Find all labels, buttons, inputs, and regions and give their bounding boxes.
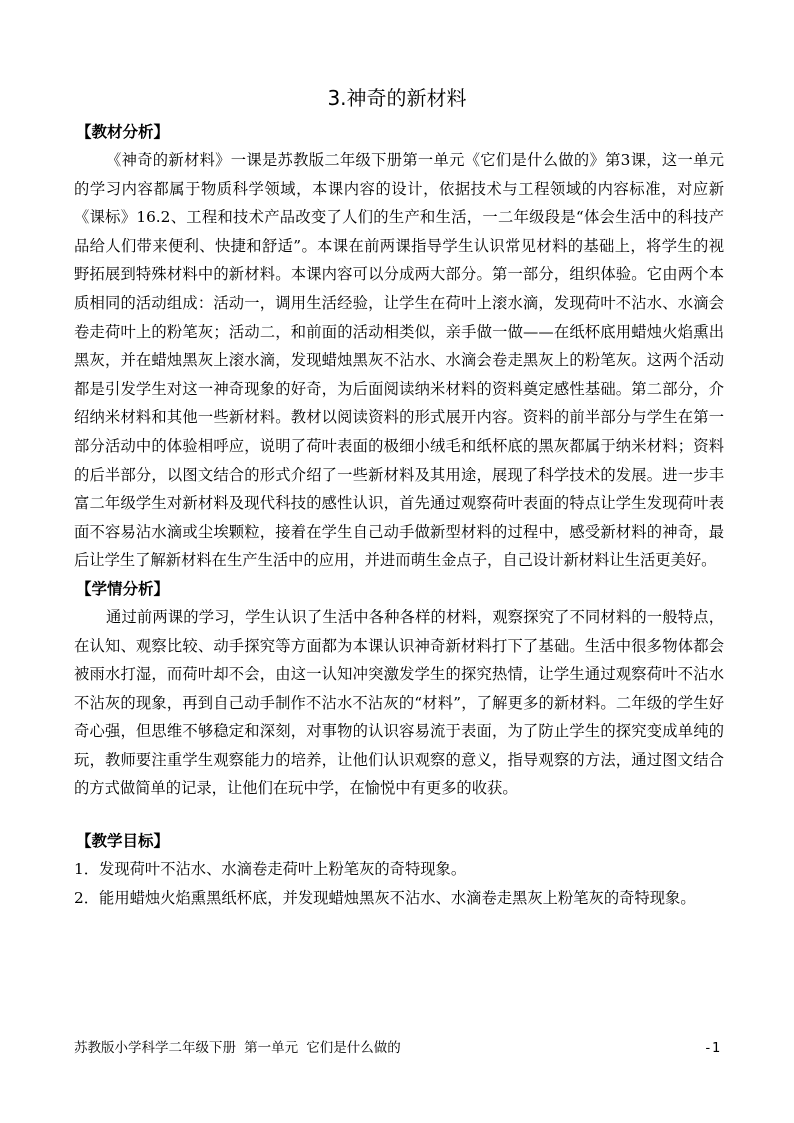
document-title: 3.神奇的新材料 [327,86,467,110]
teaching-goal-item-2: 2．能用蜡烛火焰熏黑纸杯底，并发现蜡烛黑灰不沾水、水滴卷走黑灰上粉笔灰的奇特现象。 [74,888,696,907]
footer-page-number: -1 [703,1040,720,1056]
teaching-goal-item-1: 1．发现荷叶不沾水、水滴卷走荷叶上粉笔灰的奇特现象。 [74,860,467,879]
section-spacer [74,803,724,827]
textbook-analysis-paragraph: 《神奇的新材料》一课是苏教版二年级下册第一单元《它们是什么做的》第3课，这一单元的学习内容都属于物质科学领域，本课内容的设计，依据技术与工程领域的内容标准，对应新《课标》16.2、工程和技术产品改变了人们的生产和生活，一二年级段是“体会生活中的科技产品给人们带来便利、快捷和舒适”。本课在前两课指导学生认识常见材料的基础上，将学生的视野拓展到特殊材料中的新材料。本课内容可以分成两大部分。第一部分，组织体验。它由两个本质相同的活动组成：活动一，调用生活经验，让学生在荷叶上滚水滴，发现荷叶不沾水、水滴会卷走荷叶上的粉笔灰；活动二，和前面的活动相类似，亲手做一做——在纸杯底用蜡烛火焰熏出黑灰，并在蜡烛黑灰上滚水滴，发现蜡烛黑灰不沾水、水滴会卷走黑灰上的粉笔灰。这两个活动都是引发学生对这一神奇现象的好奇，为后面阅读纳米材料的资料奠定感性基础。第二部分，介绍纳米材料和其他一些新材料。教材以阅读资料的形式展开内容。资料的前半部分与学生在第一部分活动中的体验相呼应，说明了荷叶表面的极细小绒毛和纸杯底的黑灰都属于纳米材料；资料的后半部分，以图文结合的形式介绍了一些新材料及其用途，展现了科学技术的发展。进一步丰富二年级学生对新材料及现代科技的感性认识，首先通过观察荷叶表面的特点让学生发现荷叶表面不容易沾水滴或尘埃颗粒，接着在学生自己动手做新型材料的过程中，感受新材料的神奇，最后让学生了解新材料在生产生活中的应用，并进而萌生金点子，自己设计新材料让生活更美好。 [74,151,724,570]
footer-book-info: 苏教版小学科学二年级下册 第一单元 它们是什么做的 [74,1040,401,1056]
section-heading-teaching-goals: 【教学目标】 [76,832,170,851]
section-heading-textbook-analysis: 【教材分析】 [76,123,170,141]
student-analysis-paragraph: 通过前两课的学习，学生认识了生活中各种各样的材料，观察探究了不同材料的一般特点，在认知、观察比较、动手探究等方面都为本课认识神奇新材料打下了基础。生活中很多物体都会被雨水打湿，而荷叶却不会，由这一认知冲突激发学生的探究热情，让学生通过观察荷叶不沾水不沾灰的现象，再到自己动手制作不沾水不沾灰的“材料”，了解更多的新材料。二年级的学生好奇心强，但思维不够稳定和深刻，对事物的认识容易流于表面，为了防止学生的探究变成单纯的玩，教师要注重学生观察能力的培养，让他们认识观察的意义，指导观察的方法，通过图文结合的方式做简单的记录，让他们在玩中学，在愉悦中有更多的收获。 [74,607,724,798]
section-heading-student-analysis: 【学情分析】 [76,579,170,598]
document-body [74,118,724,912]
